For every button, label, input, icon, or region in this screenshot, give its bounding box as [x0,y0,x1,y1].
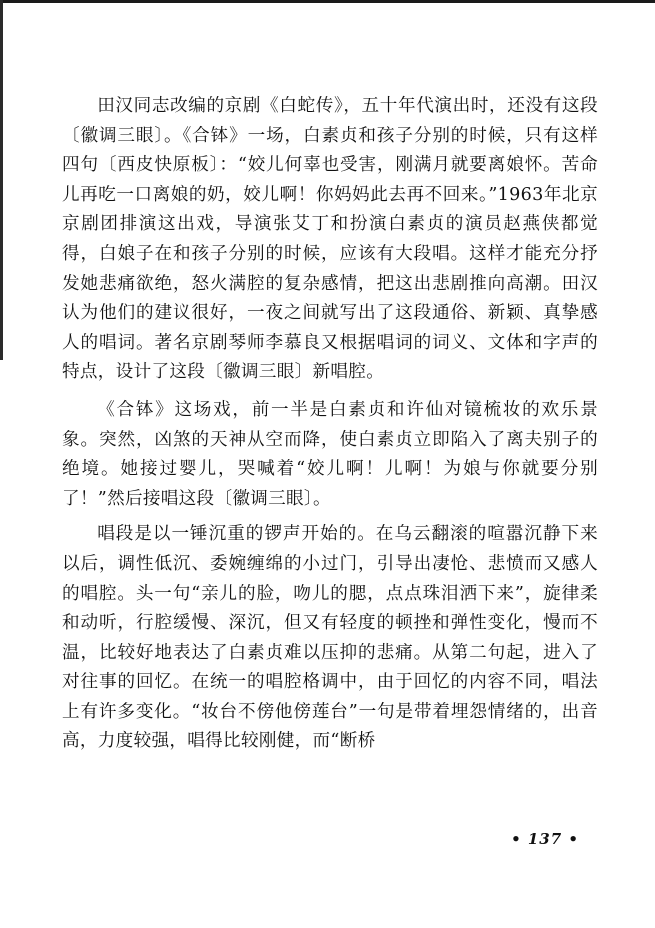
scan-border-top [0,0,655,3]
scan-border-left [0,0,3,360]
paragraph-1: 田汉同志改编的京剧《白蛇传》，五十年代演出时，还没有这段〔徽调三眼〕。《合钵》一场，白素贞和孩子分别的时候，只有这样四句〔西皮快原板〕：“姣儿何辜也受害，刚满月就要离娘怀。苦命儿再吃一口离娘的奶，姣儿啊！你妈妈此去再不回来。”1963年北京京剧团排演这出戏，导演张艾丁和扮演白素贞的演员赵燕侠都觉得，白娘子在和孩子分别的时候，应该有大段唱。这样才能充分抒发她悲痛欲绝，怒火满腔的复杂感情，把这出悲剧推向高潮。田汉认为他们的建议很好，一夜之间就写出了这段通俗、新颖、真挚感人的唱词。著名京剧琴师李慕良又根据唱词的词义、文体和字声的特点，设计了这段〔徽调三眼〕新唱腔。 [62,96,598,383]
page-number: • 137 • [511,830,579,848]
paragraph-2: 《合钵》这场戏，前一半是白素贞和许仙对镜梳妆的欢乐景象。突然，凶煞的天神从空而降，使白素贞立即陷入了离夫别子的绝境。她接过婴儿，哭喊着“姣儿啊！儿啊！为娘与你就要分别了！”然后接唱这段〔徽调三眼〕。 [62,399,598,509]
paragraph-3: 唱段是以一锤沉重的锣声开始的。在乌云翻滚的喧嚣沉静下来以后，调性低沉、委婉缠绵的小过门，引导出凄怆、悲愤而又感人的唱腔。头一句“亲儿的脸，吻儿的腮，点点珠泪洒下来”，旋律柔和动听，行腔缓慢、深沉，但又有轻度的顿挫和弹性变化，慢而不温，比较好地表达了白素贞难以压抑的悲痛。从第二句起，进入了对往事的回忆。在统一的唱腔格调中，由于回忆的内容不同，唱法上有许多变化。“妆台不傍他傍莲台”一句是带着埋怨情绪的，出音高，力度较强，唱得比较刚健，而“断桥 [62,524,598,752]
page-body [62,92,598,757]
